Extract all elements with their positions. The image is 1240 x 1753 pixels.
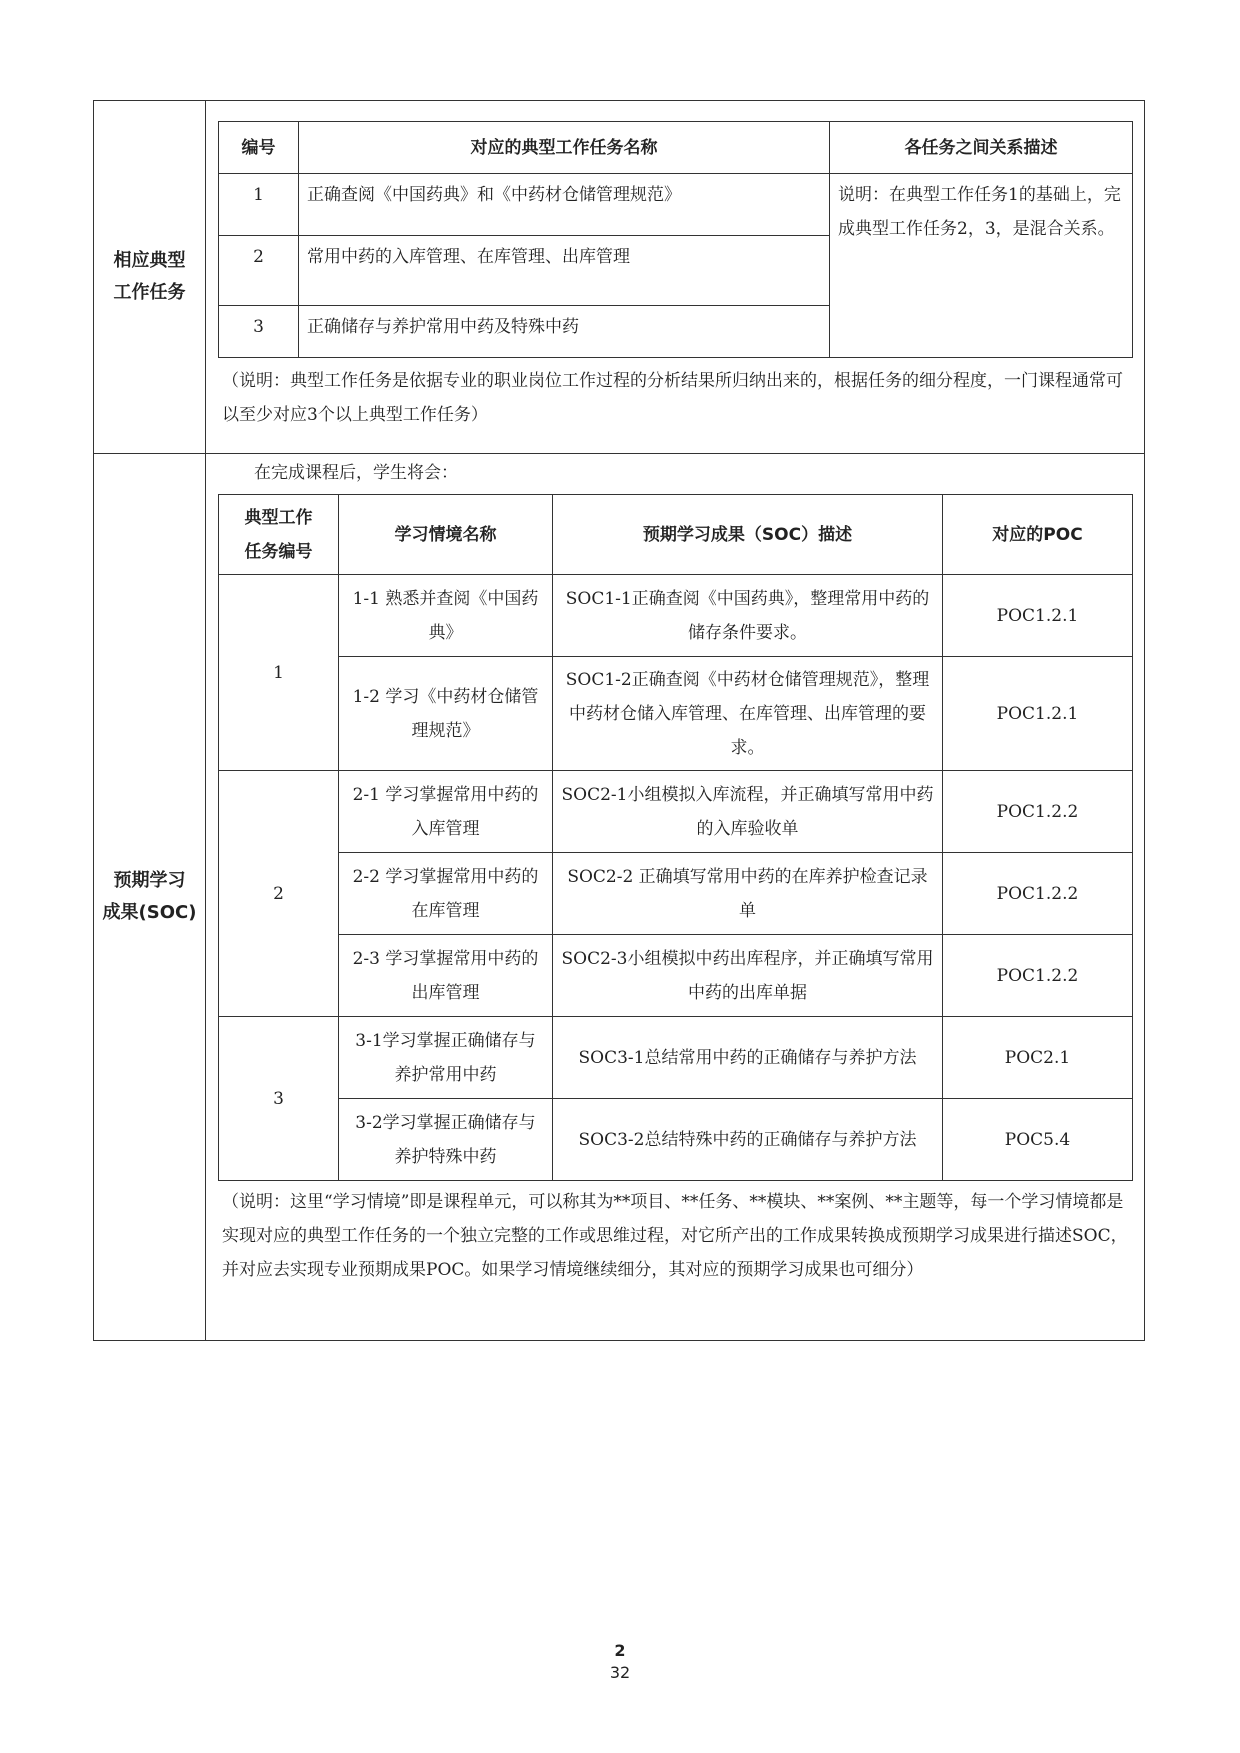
soc-description: SOC1-2正确查阅《中药材仓储管理规范》，整理中药材仓储入库管理、在库管理、出库管理的要求。 bbox=[553, 657, 943, 771]
task-name: 常用中药的入库管理、在库管理、出库管理 bbox=[299, 236, 830, 306]
header-poc: 对应的POC bbox=[943, 495, 1133, 575]
task-id: 2 bbox=[219, 236, 299, 306]
typical-tasks-note: （说明：典型工作任务是依据专业的职业岗位工作过程的分析结果所归纳出来的，根据任务的细分程度，一门课程通常可以至少对应3个以上典型工作任务） bbox=[222, 371, 1123, 425]
soc-description: SOC2-2 正确填写常用中药的在库养护检查记录单 bbox=[553, 853, 943, 935]
header-task-number: 典型工作 任务编号 bbox=[219, 495, 339, 575]
typical-tasks-table bbox=[218, 121, 1133, 358]
header-situation: 学习情境名称 bbox=[339, 495, 553, 575]
soc-description: SOC2-3小组模拟中药出库程序，并正确填写常用中药的出库单据 bbox=[553, 935, 943, 1017]
typical-tasks-content bbox=[206, 101, 1145, 454]
header-soc: 预期学习成果（SOC）描述 bbox=[553, 495, 943, 575]
situation-name: 2-1 学习掌握常用中药的入库管理 bbox=[339, 771, 553, 853]
header-relation: 各任务之间关系描述 bbox=[830, 122, 1133, 174]
course-form-table bbox=[93, 100, 1145, 1341]
typical-tasks-row bbox=[94, 101, 1145, 454]
poc-code: POC1.2.2 bbox=[943, 935, 1133, 1017]
soc-table bbox=[218, 494, 1133, 1181]
situation-name: 3-2学习掌握正确储存与养护特殊中药 bbox=[339, 1099, 553, 1181]
poc-code: POC1.2.2 bbox=[943, 853, 1133, 935]
page-number-secondary: 32 bbox=[609, 1663, 631, 1682]
task-group-number: 1 bbox=[219, 575, 339, 771]
soc-content bbox=[206, 454, 1145, 1341]
task-relation: 说明：在典型工作任务1的基础上，完成典型工作任务2，3，是混合关系。 bbox=[830, 174, 1133, 358]
task-id: 1 bbox=[219, 174, 299, 236]
situation-name: 1-1 熟悉并查阅《中国药典》 bbox=[339, 575, 553, 657]
soc-description: SOC3-1总结常用中药的正确储存与养护方法 bbox=[553, 1017, 943, 1099]
situation-name: 2-3 学习掌握常用中药的出库管理 bbox=[339, 935, 553, 1017]
situation-name: 2-2 学习掌握常用中药的在库管理 bbox=[339, 853, 553, 935]
soc-row bbox=[94, 454, 1145, 1341]
soc-label: 预期学习 成果(SOC) bbox=[94, 454, 206, 1341]
page-number: 2 bbox=[614, 1641, 626, 1660]
soc-description: SOC3-2总结特殊中药的正确储存与养护方法 bbox=[553, 1099, 943, 1181]
task-name: 正确储存与养护常用中药及特殊中药 bbox=[299, 306, 830, 358]
poc-code: POC2.1 bbox=[943, 1017, 1133, 1099]
task-id: 3 bbox=[219, 306, 299, 358]
situation-name: 3-1学习掌握正确储存与养护常用中药 bbox=[339, 1017, 553, 1099]
situation-name: 1-2 学习《中药材仓储管理规范》 bbox=[339, 657, 553, 771]
soc-note: （说明：这里“学习情境”即是课程单元，可以称其为**项目、**任务、**模块、**案例、**主题等，每一个学习情境都是实现对应的典型工作任务的一个独立完整的工作或思维过程，对它所产出的工作成果转换成预期学习成果进行描述SOC，并对应去实现专业预期成果POC。如果学习情境继续细分，其对应的预期学习成果也可细分） bbox=[222, 1192, 1128, 1280]
soc-intro: 在完成课程后，学生将会： bbox=[254, 463, 458, 483]
poc-code: POC5.4 bbox=[943, 1099, 1133, 1181]
poc-code: POC1.2.1 bbox=[943, 657, 1133, 771]
header-task-name: 对应的典型工作任务名称 bbox=[299, 122, 830, 174]
poc-code: POC1.2.2 bbox=[943, 771, 1133, 853]
poc-code: POC1.2.1 bbox=[943, 575, 1133, 657]
soc-description: SOC2-1小组模拟入库流程，并正确填写常用中药的入库验收单 bbox=[553, 771, 943, 853]
soc-description: SOC1-1正确查阅《中国药典》，整理常用中药的储存条件要求。 bbox=[553, 575, 943, 657]
task-name: 正确查阅《中国药典》和《中药材仓储管理规范》 bbox=[299, 174, 830, 236]
header-id: 编号 bbox=[219, 122, 299, 174]
typical-tasks-label: 相应典型 工作任务 bbox=[94, 101, 206, 454]
task-group-number: 3 bbox=[219, 1017, 339, 1181]
task-group-number: 2 bbox=[219, 771, 339, 1017]
